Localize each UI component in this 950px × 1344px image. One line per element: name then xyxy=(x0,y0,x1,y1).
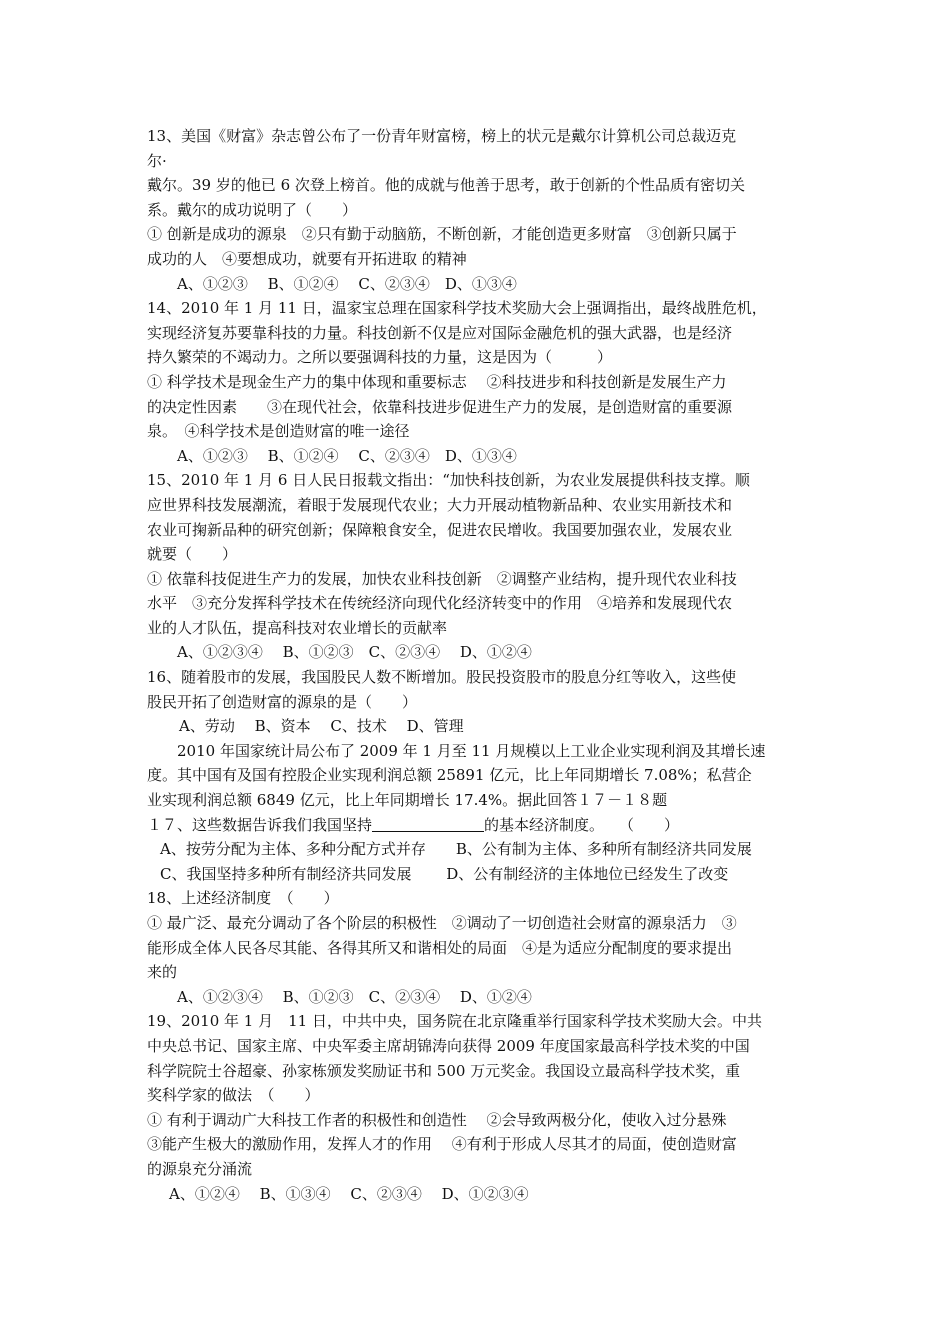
question-text: 系。戴尔的成功说明了（ ） xyxy=(147,200,358,219)
material-text: 度。其中国有及国有控股企业实现利润总额 25891 亿元，比上年同期增长 7.08%；私营企 xyxy=(147,766,752,785)
question-19 xyxy=(147,1009,812,1206)
question-text: 16、随着股市的发展，我国股民人数不断增加。股民投资股市的股息分红等收入，这些使 xyxy=(147,668,737,687)
question-text: 13、美国《财富》杂志曾公布了一份青年财富榜，榜上的状元是戴尔计算机公司总裁迈克 xyxy=(147,127,737,145)
answer-options: C、我国坚持多种所有制经济共同发展 D、公有制经济的主体地位已经发生了改变 xyxy=(160,864,729,883)
question-text: ① 有利于调动广大科技工作者的积极性和创造性 ②会导致两极分化，使收入过分悬殊 xyxy=(147,1110,727,1129)
question-text: ① 科学技术是现金生产力的集中体现和重要标志 ②科技进步和科技创新是发展生产力 xyxy=(147,372,727,391)
question-text: 奖科学家的做法 （ ） xyxy=(147,1086,320,1105)
question-text: ③能产生极大的激励作用，发挥人才的作用 ④有利于形成人尽其才的局面，使创造财富 xyxy=(147,1135,737,1154)
reading-material xyxy=(147,739,812,813)
question-text: 的决定性因素 ③在现代社会，依靠科技进步促进生产力的发展，是创造财富的重要源 xyxy=(147,397,733,416)
document-page xyxy=(147,124,812,1206)
question-text: 来的 xyxy=(147,963,178,982)
question-text: 的源泉充分涌流 xyxy=(147,1159,253,1178)
question-stem-start: １７、这些数据告诉我们我国坚持 xyxy=(147,815,373,834)
answer-options: A、①②④ B、①③④ C、②③④ D、①②③④ xyxy=(169,1184,529,1203)
question-13 xyxy=(147,124,812,296)
answer-options: A、①②③④ B、①②③ C、②③④ D、①②④ xyxy=(177,643,532,662)
question-text: 中央总书记、国家主席、中央军委主席胡锦涛向获得 2009 年度国家最高科学技术奖的中国 xyxy=(147,1036,750,1055)
material-text: 业实现利润总额 6849 亿元，比上年同期增长 17.4%。据此回答１７－１８题 xyxy=(147,791,668,810)
question-text: 18、上述经济制度 （ ） xyxy=(147,889,339,908)
question-text xyxy=(147,813,812,838)
question-text: 就要（ ） xyxy=(147,545,238,564)
question-14 xyxy=(147,296,812,468)
material-text: 2010 年国家统计局公布了 2009 年 1 月至 11 月规模以上工业企业实现利润及其增长速 xyxy=(177,741,766,760)
question-text: 水平 ③充分发挥科学技术在传统经济向现代化经济转变中的作用 ④培养和发展现代农 xyxy=(147,594,733,613)
answer-options: A、按劳分配为主体、多种分配方式并存 B、公有制为主体、多种所有制经济共同发展 xyxy=(160,840,752,859)
question-text: 尔· xyxy=(147,151,167,170)
question-text: 持久繁荣的不竭动力。之所以要强调科技的力量，这是因为（ ） xyxy=(147,348,613,367)
fill-in-blank xyxy=(372,817,484,832)
question-text: 能形成全体人民各尽其能、各得其所又和谐相处的局面 ④是为适应分配制度的要求提出 xyxy=(147,938,733,957)
question-text: 成功的人 ④要想成功，就要有开拓进取 的精神 xyxy=(147,249,467,268)
question-text: 19、2010 年 1 月 11 日，中共中央，国务院在北京隆重举行国家科学技术奖励大会。中共 xyxy=(147,1012,762,1031)
question-text: 15、2010 年 1 月 6 日人民日报载文指出：“加快科技创新，为农业发展提供科技支撑。顺 xyxy=(147,471,750,490)
question-text: ① 最广泛、最充分调动了各个阶层的积极性 ②调动了一切创造社会财富的源泉活力 ③ xyxy=(147,914,737,932)
question-text: 应世界科技发展潮流，着眼于发展现代农业；大力开展动植物新品种、农业实用新技术和 xyxy=(147,495,733,514)
question-text: 14、2010 年 1 月 11 日，温家宝总理在国家科学技术奖励大会上强调指出，最终战胜危机， xyxy=(147,299,767,318)
question-17 xyxy=(147,813,812,887)
question-text: 业的人才队伍，提高科技对农业增长的贡献率 xyxy=(147,618,448,637)
answer-options: A、①②③④ B、①②③ C、②③④ D、①②④ xyxy=(177,987,532,1006)
question-18 xyxy=(147,886,812,1009)
question-text: 股民开拓了创造财富的源泉的是（ ） xyxy=(147,692,418,711)
question-16 xyxy=(147,665,812,739)
question-15 xyxy=(147,468,812,665)
question-text: 泉。 ④科学技术是创造财富的唯一途径 xyxy=(147,422,410,441)
answer-options: A、①②③ B、①②④ C、②③④ D、①③④ xyxy=(177,274,517,293)
question-text: 实现经济复苏要靠科技的力量。科技创新不仅是应对国际金融危机的强大武器，也是经济 xyxy=(147,323,733,342)
answer-options: A、劳动 B、资本 C、技术 D、管理 xyxy=(179,717,464,736)
answer-options: A、①②③ B、①②④ C、②③④ D、①③④ xyxy=(177,446,517,465)
question-text: 科学院院士谷超豪、孙家栋颁发奖励证书和 500 万元奖金。我国设立最高科学技术奖，重 xyxy=(147,1061,741,1080)
question-text: 戴尔。39 岁的他已 6 次登上榜首。他的成就与他善于思考，敢于创新的个性品质有密切关 xyxy=(147,176,745,195)
question-text: 农业可掬新品种的研究创新；保障粮食安全，促进农民增收。我国要加强农业，发展农业 xyxy=(147,520,733,539)
question-stem-end: 的基本经济制度。 （ ） xyxy=(484,815,680,834)
question-text: ① 依靠科技促进生产力的发展，加快农业科技创新 ②调整产业结构，提升现代农业科技 xyxy=(147,569,737,588)
question-text: ① 创新是成功的源泉 ②只有勤于动脑筋，不断创新，才能创造更多财富 ③创新只属于 xyxy=(147,225,737,244)
